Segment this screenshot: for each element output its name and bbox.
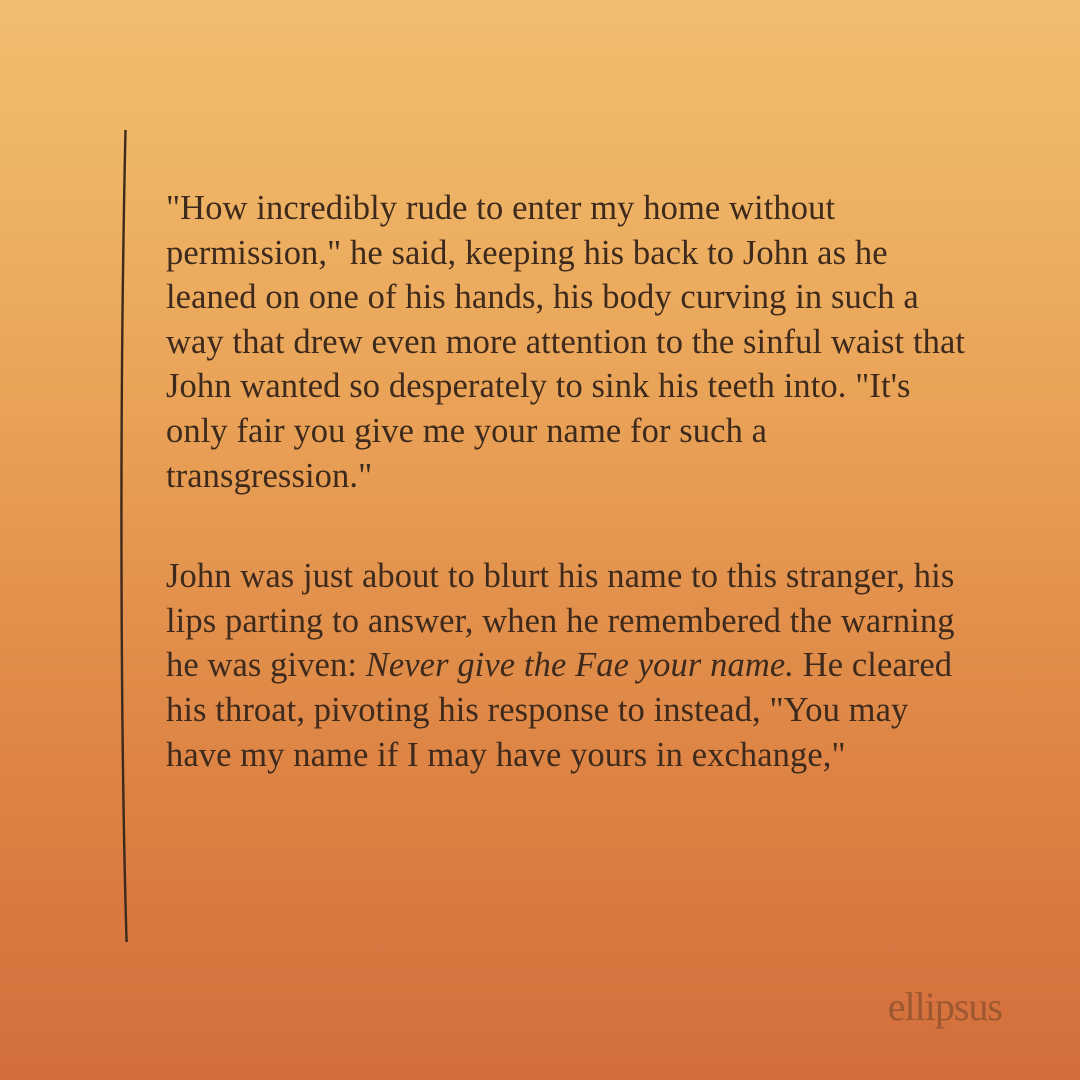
paragraph-2-run-1: John was just about to blurt his name to this stranger, his lips parting to answer, when he remembered the warning he was given: xyxy=(166,557,955,685)
paragraph-2 xyxy=(166,554,966,777)
excerpt-text xyxy=(166,186,966,777)
paragraph-1-run-1: "How incredibly rude to enter my home without permission," he said, keeping his back to John as he leaned on one of his hands, his body curving in such a way that drew even more attention to the sinful waist that John wanted so desperately to sink his teeth into. "It's only fair you give me your name for such a transgression." xyxy=(166,189,966,495)
ellipsus-wordmark: ellipsus xyxy=(887,984,1002,1029)
paragraph-2-run-2-italic: Never give the Fae your name. xyxy=(365,646,794,685)
paragraph-2-run-3: He cleared his throat, pivoting his response to instead, "You may have my name if I may have yours in exchange," xyxy=(166,646,953,774)
vertical-rule-decoration xyxy=(118,130,132,942)
paragraph-1 xyxy=(166,186,966,498)
